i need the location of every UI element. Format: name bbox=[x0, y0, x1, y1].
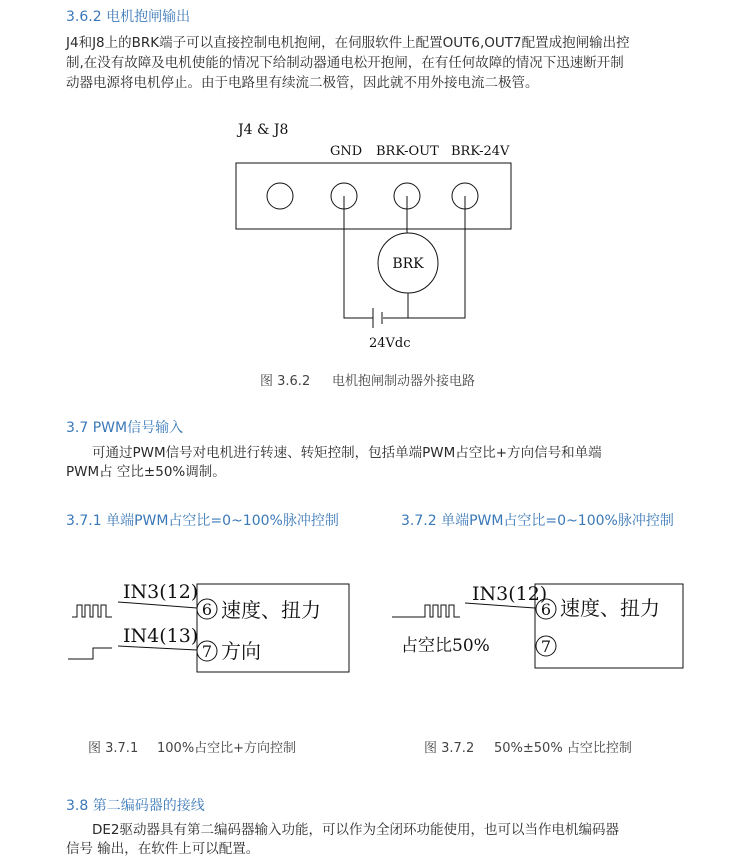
section-heading-3-6-2: 3.6.2 电机抱闸输出 bbox=[66, 9, 191, 25]
subsection-heading-3-7-1: 3.7.1 单端PWM占空比=0~100%脉冲控制 bbox=[66, 513, 339, 529]
pin-number-7: 7 bbox=[540, 637, 552, 656]
connector-label: J4 & J8 bbox=[238, 122, 289, 138]
pwm-pulse-train-icon bbox=[392, 605, 460, 617]
input-label-in3: IN3(12) bbox=[123, 581, 199, 603]
input-label-in3: IN3(12) bbox=[472, 583, 548, 605]
figure-caption-text: 50%±50% 占空比控制 bbox=[494, 741, 632, 756]
figure-caption-text: 电机抱闸制动器外接电路 bbox=[332, 374, 476, 389]
pin-label-brk-out: BRK-OUT bbox=[376, 144, 439, 159]
paragraph-line: 动器电源将电机停止。由于电路里有续流二极管，因此就不用外接电流二极管。 bbox=[66, 75, 539, 91]
paragraph-line: 制,在没有故障及电机使能的情况下给制动器通电松开抱闸，在有任何故障的情况下迅速断开制 bbox=[66, 55, 624, 71]
coil-label: BRK bbox=[392, 256, 424, 272]
paragraph-line: J4和J8上的BRK端子可以直接控制电机抱闸，在伺服软件上配置OUT6,OUT7配置成抱闸输出控 bbox=[66, 35, 630, 51]
section-heading-3-7: 3.7 PWM信号输入 bbox=[66, 420, 184, 436]
section-heading-3-8: 3.8 第二编码器的接线 bbox=[66, 798, 205, 814]
figure-caption-number: 图 3.6.2 bbox=[260, 374, 311, 389]
function-label-speed-torque: 速度、扭力 bbox=[560, 596, 660, 620]
pin-label-brk-24v: BRK-24V bbox=[451, 144, 510, 159]
function-label-speed-torque: 速度、扭力 bbox=[221, 598, 321, 622]
pin-number-7: 7 bbox=[201, 642, 213, 661]
duty-cycle-label: 占空比50% bbox=[401, 636, 490, 656]
function-label-direction: 方向 bbox=[221, 639, 261, 663]
figure-caption-number: 图 3.7.1 bbox=[88, 741, 139, 756]
subsection-heading-3-7-2: 3.7.2 单端PWM占空比=0~100%脉冲控制 bbox=[401, 513, 674, 529]
paragraph-line: DE2驱动器具有第二编码器输入功能，可以作为全闭环功能使用，也可以当作电机编码器 bbox=[92, 822, 620, 838]
direction-step-icon bbox=[68, 648, 112, 659]
input-label-in4: IN4(13) bbox=[123, 625, 199, 647]
paragraph-line: 可通过PWM信号对电机进行转速、转矩控制，包括单端PWM占空比+方向信号和单端 bbox=[92, 445, 602, 461]
pin-label-gnd: GND bbox=[330, 144, 363, 159]
paragraph-line: PWM占 空比±50%调制。 bbox=[66, 464, 226, 480]
supply-label: 24Vdc bbox=[369, 336, 411, 351]
pin-number-6: 6 bbox=[201, 600, 213, 619]
figure-caption-number: 图 3.7.2 bbox=[424, 741, 475, 756]
paragraph-line: 信号 输出，在软件上可以配置。 bbox=[66, 841, 260, 857]
pin-number-6: 6 bbox=[540, 600, 552, 619]
figure-caption-text: 100%占空比+方向控制 bbox=[157, 741, 297, 756]
pwm-pulse-train-icon bbox=[72, 605, 112, 617]
